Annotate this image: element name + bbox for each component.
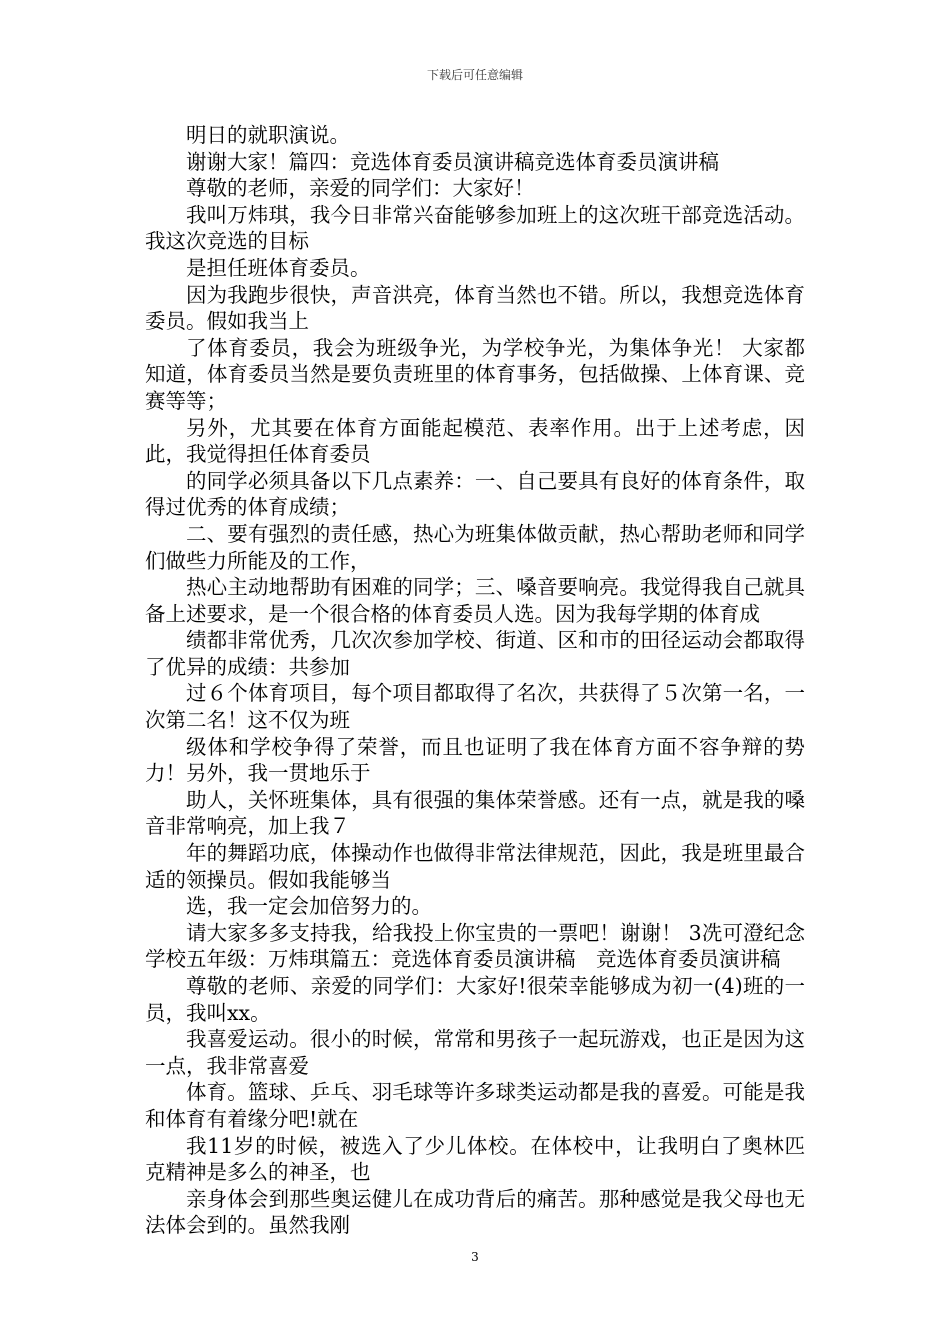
paragraph: 热心主动地帮助有困难的同学；三、嗓音要响亮。我觉得我自己就具备上述要求，是一个很合格的体育委员人选。因为我每学期的体育成 (145, 575, 805, 626)
paragraph: 助人，关怀班集体，具有很强的集体荣誉感。还有一点，就是我的嗓音非常响亮，加上我７ (145, 787, 805, 839)
paragraph: 过６个体育项目，每个项目都取得了名次，共获得了５次第一名，一次第二名！这不仅为班 (145, 681, 805, 733)
paragraph: 尊敬的老师、亲爱的同学们：大家好!很荣幸能够成为初一(4)班的一员，我叫xx。 (145, 974, 805, 1025)
paragraph: 了体育委员，我会为班级争光，为学校争光，为集体争光！ 大家都知道，体育委员当然是要负责班里的体育事务，包括做操、上体育课、竞赛等等； (145, 335, 805, 413)
paragraph: 年的舞蹈功底，体操动作也做得非常法律规范，因此，我是班里最合适的领操员。假如我能够当 (145, 841, 805, 892)
paragraph: 因为我跑步很快，声音洪亮，体育当然也不错。所以，我想竞选体育委员。假如我当上 (145, 282, 805, 334)
paragraph: 是担任班体育委员。 (186, 255, 371, 280)
paragraph: 明日的就职演说。 (186, 123, 350, 147)
paragraph: 我11岁的时候，被选入了少儿体校。在体校中，让我明白了奥林匹克精神是多么的神圣，也 (145, 1133, 805, 1185)
paragraph: 体育。篮球、乒乓、羽毛球等许多球类运动都是我的喜爱。可能是我和体育有着缘分吧!就在 (145, 1080, 805, 1131)
paragraph: 级体和学校争得了荣誉，而且也证明了我在体育方面不容争辩的势力！另外，我一贯地乐于 (145, 734, 805, 786)
paragraph: 尊敬的老师，亲爱的同学们：大家好！ (186, 176, 535, 201)
paragraph: 二、要有强烈的责任感，热心为班集体做贡献，热心帮助老师和同学们做些力所能及的工作， (145, 521, 805, 573)
paragraph: 我喜爱运动。很小的时候，常常和男孩子一起玩游戏，也正是因为这一点，我非常喜爱 (145, 1027, 805, 1078)
paragraph: 另外，尤其要在体育方面能起模范、表率作用。出于上述考虑，因此，我觉得担任体育委员 (145, 415, 805, 467)
document-body (145, 122, 805, 1239)
paragraph: 的同学必须具备以下几点素养：一、自己要具有良好的体育条件，取得过优秀的体育成绩； (145, 468, 805, 520)
page-number: 3 (471, 1250, 479, 1264)
paragraph: 选，我一定会加倍努力的。 (186, 894, 432, 919)
page-header: 下载后可任意编辑 (426, 68, 523, 82)
paragraph: 亲身体会到那些奥运健儿在成功背后的痛苦。那种感觉是我父母也无法体会到的。虽然我刚 (145, 1186, 805, 1238)
paragraph: 谢谢大家！篇四：竞选体育委员演讲稿竞选体育委员演讲稿 (186, 149, 719, 174)
paragraph: 绩都非常优秀，几次次参加学校、街道、区和市的田径运动会都取得了优异的成绩：共参加 (145, 628, 805, 679)
paragraph: 请大家多多支持我，给我投上你宝贵的一票吧！谢谢！ 3冼可澄纪念学校五年级：万炜琪篇五：竞选体育委员演讲稿 竞选体育委员演讲稿 (145, 920, 805, 972)
paragraph: 我叫万炜琪，我今日非常兴奋能够参加班上的这次班干部竞选活动。我这次竞选的目标 (145, 202, 805, 254)
